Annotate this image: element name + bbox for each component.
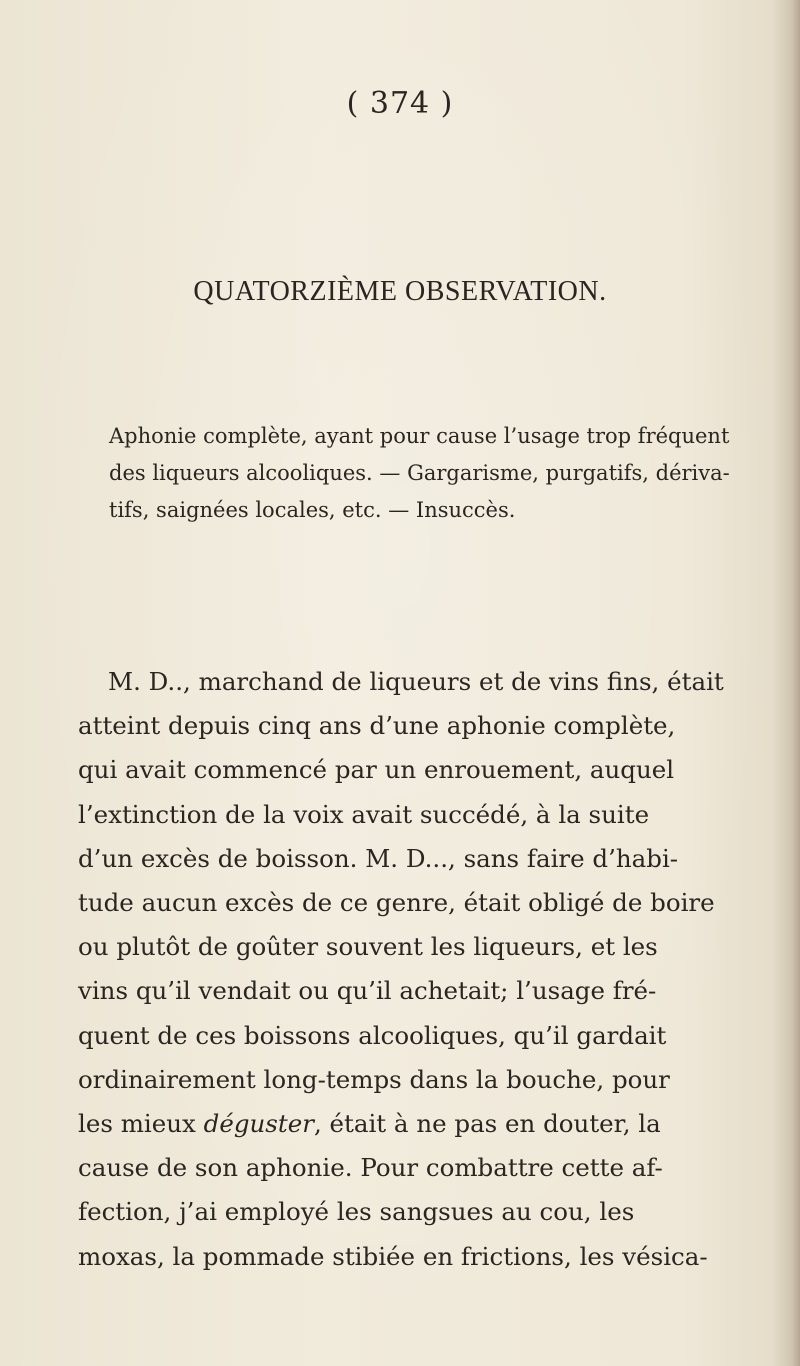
italic-word: déguster: [203, 1109, 314, 1139]
summary-line: tifs, saignées locales, etc. — Insuccès.: [109, 498, 516, 522]
body-line-after: , était à ne pas en douter, la: [313, 1109, 661, 1139]
body-line: fection, j’ai employé les sangsues au cou, les: [78, 1197, 635, 1227]
body-line: d’un excès de boisson. M. D..., sans faire d’habi-: [78, 843, 679, 873]
body-paragraph: [78, 660, 772, 1279]
page-edge-shadow: [772, 0, 800, 1366]
observation-title: QUATORZIÈME OBSERVATION.: [193, 276, 607, 307]
body-line: atteint depuis cinq ans d’une aphonie complète,: [78, 711, 676, 741]
body-line-italic: [78, 1102, 772, 1146]
body-line: l’extinction de la voix avait succédé, à la suite: [78, 799, 650, 829]
body-line-before: les mieux: [78, 1109, 204, 1139]
body-line: quent de ces boissons alcooliques, qu’il gardait: [78, 1020, 667, 1050]
case-summary: [109, 418, 767, 529]
body-line: ordinairement long-temps dans la bouche, pour: [78, 1064, 670, 1094]
summary-line: Aphonie complète, ayant pour cause l’usage trop fréquent: [109, 424, 730, 448]
body-line: M. D.., marchand de liqueurs et de vins fins, était: [108, 667, 724, 696]
body-line: vins qu’il vendait ou qu’il achetait; l’usage fré-: [78, 976, 657, 1006]
body-line: moxas, la pommade stibiée en frictions, les vésica-: [78, 1241, 708, 1271]
page-number: ( 374 ): [346, 86, 454, 121]
body-line: ou plutôt de goûter souvent les liqueurs, et les: [78, 932, 658, 962]
body-line: qui avait commencé par un enrouement, auquel: [78, 755, 675, 785]
body-line: tude aucun excès de ce genre, était obligé de boire: [78, 888, 715, 918]
summary-line: des liqueurs alcooliques. — Gargarisme, purgatifs, dériva-: [109, 461, 730, 485]
body-line: cause de son aphonie. Pour combattre cette af-: [78, 1153, 663, 1183]
